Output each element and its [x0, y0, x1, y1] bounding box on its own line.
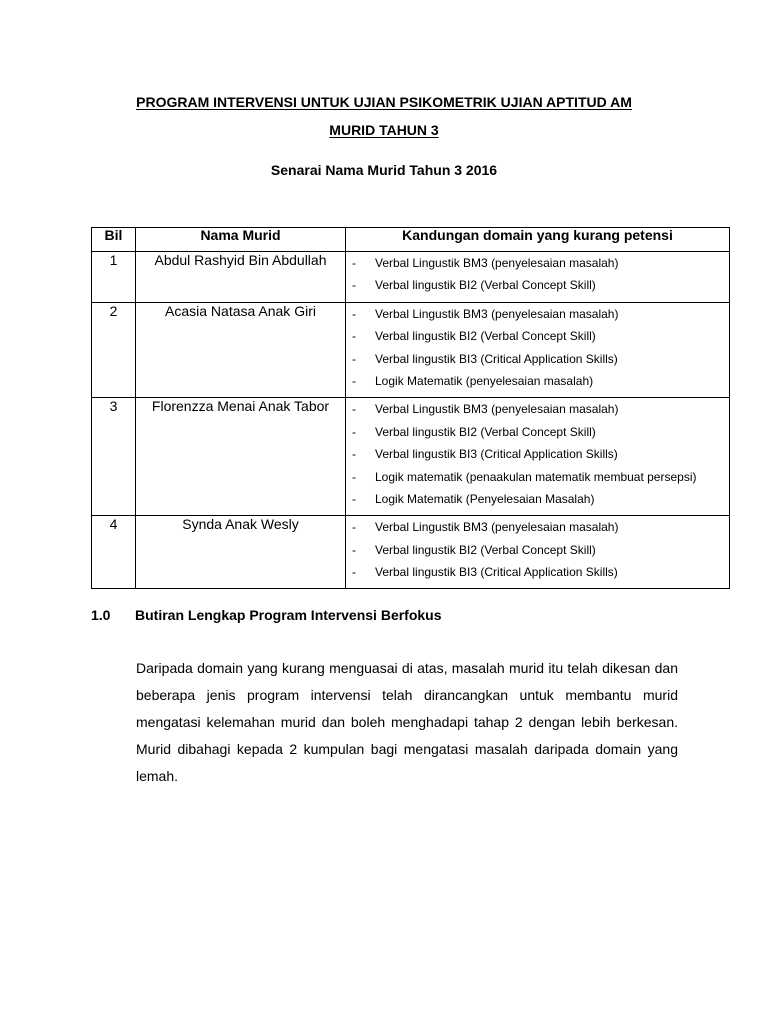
list-dash: - [352, 491, 356, 506]
cell-nama-murid: Synda Anak Wesly [136, 516, 346, 589]
section-heading [91, 607, 442, 623]
document-title [0, 94, 768, 110]
list-dash: - [352, 278, 356, 293]
list-dash: - [352, 542, 356, 557]
cell-domain-list [346, 516, 730, 589]
list-item [346, 372, 729, 394]
list-item [346, 541, 729, 563]
list-item [346, 423, 729, 445]
domain-list [346, 303, 729, 398]
section-title: Butiran Lengkap Program Intervensi Berfokus [135, 607, 442, 623]
domain-list [346, 516, 729, 588]
cell-nama-murid: Acasia Natasa Anak Giri [136, 302, 346, 398]
section-number: 1.0 [91, 607, 111, 623]
list-dash: - [352, 447, 356, 462]
list-item [346, 445, 729, 467]
domain-text: Verbal lingustik BI2 (Verbal Concept Skill) [375, 424, 596, 439]
list-item [346, 563, 729, 585]
document-title-line-2: MURID TAHUN 3 [329, 122, 439, 138]
cell-bil: 2 [92, 302, 136, 398]
student-table [91, 227, 730, 589]
list-item [346, 305, 729, 327]
domain-text: Verbal Lingustik BM3 (penyelesaian masalah) [375, 520, 619, 535]
document-title-line-1: PROGRAM INTERVENSI UNTUK UJIAN PSIKOMETRIK UJIAN APTITUD AM [136, 94, 632, 110]
domain-text: Verbal lingustik BI3 (Critical Application Skills) [375, 447, 618, 462]
list-item [346, 490, 729, 512]
domain-text: Verbal lingustik BI3 (Critical Application Skills) [375, 351, 618, 366]
header-bil: Bil [92, 228, 136, 252]
cell-nama-murid: Abdul Rashyid Bin Abdullah [136, 252, 346, 303]
table-body [92, 252, 730, 589]
cell-domain-list [346, 398, 730, 516]
list-item [346, 327, 729, 349]
section-paragraph: Daripada domain yang kurang menguasai di atas, masalah murid itu telah dikesan dan beberapa jenis program intervensi telah dirancangkan untuk membantu murid mengatasi kelemahan murid dan boleh menghadapi tahap 2 dengan lebih berkesan. Murid dibahagi kepada 2 kumpulan bagi mengatasi masalah daripada domain yang lemah. [136, 660, 678, 784]
domain-text: Logik matematik (penaakulan matematik membuat persepsi) [375, 469, 697, 484]
list-dash: - [352, 469, 356, 484]
list-dash: - [352, 424, 356, 439]
domain-text: Verbal lingustik BI2 (Verbal Concept Skill) [375, 329, 596, 344]
list-dash: - [352, 373, 356, 388]
cell-bil: 1 [92, 252, 136, 303]
table-row [92, 516, 730, 589]
list-dash: - [352, 306, 356, 321]
table-header-row [92, 228, 730, 252]
domain-text: Verbal lingustik BI2 (Verbal Concept Skill) [375, 278, 596, 293]
list-item [346, 276, 729, 298]
domain-list [346, 252, 729, 302]
cell-bil: 4 [92, 516, 136, 589]
domain-text: Verbal Lingustik BM3 (penyelesaian masalah) [375, 256, 619, 270]
header-nama-murid: Nama Murid [136, 228, 346, 252]
list-item [346, 254, 729, 276]
list-dash: - [352, 256, 356, 270]
list-dash: - [352, 402, 356, 417]
cell-domain-list [346, 302, 730, 398]
table-row [92, 398, 730, 516]
list-dash: - [352, 351, 356, 366]
cell-bil: 3 [92, 398, 136, 516]
document-title-continued [0, 122, 768, 138]
list-dash: - [352, 565, 356, 580]
domain-text: Logik Matematik (penyelesaian masalah) [375, 373, 594, 388]
list-item [346, 400, 729, 422]
list-item [346, 468, 729, 490]
domain-text: Logik Matematik (Penyelesaian Masalah) [375, 491, 595, 506]
table-row [92, 302, 730, 398]
list-item [346, 350, 729, 372]
list-item [346, 518, 729, 540]
domain-text: Verbal lingustik BI2 (Verbal Concept Skill) [375, 542, 596, 557]
cell-domain-list [346, 252, 730, 303]
domain-text: Verbal lingustik BI3 (Critical Application Skills) [375, 565, 618, 580]
document-subtitle: Senarai Nama Murid Tahun 3 2016 [270, 162, 498, 178]
cell-nama-murid: Florenzza Menai Anak Tabor [136, 398, 346, 516]
domain-text: Verbal Lingustik BM3 (penyelesaian masalah) [375, 402, 619, 417]
list-dash: - [352, 520, 356, 535]
list-dash: - [352, 329, 356, 344]
domain-list [346, 398, 729, 515]
header-kandungan-domain: Kandungan domain yang kurang petensi [346, 228, 730, 252]
table-row [92, 252, 730, 303]
domain-text: Verbal Lingustik BM3 (penyelesaian masalah) [375, 306, 619, 321]
